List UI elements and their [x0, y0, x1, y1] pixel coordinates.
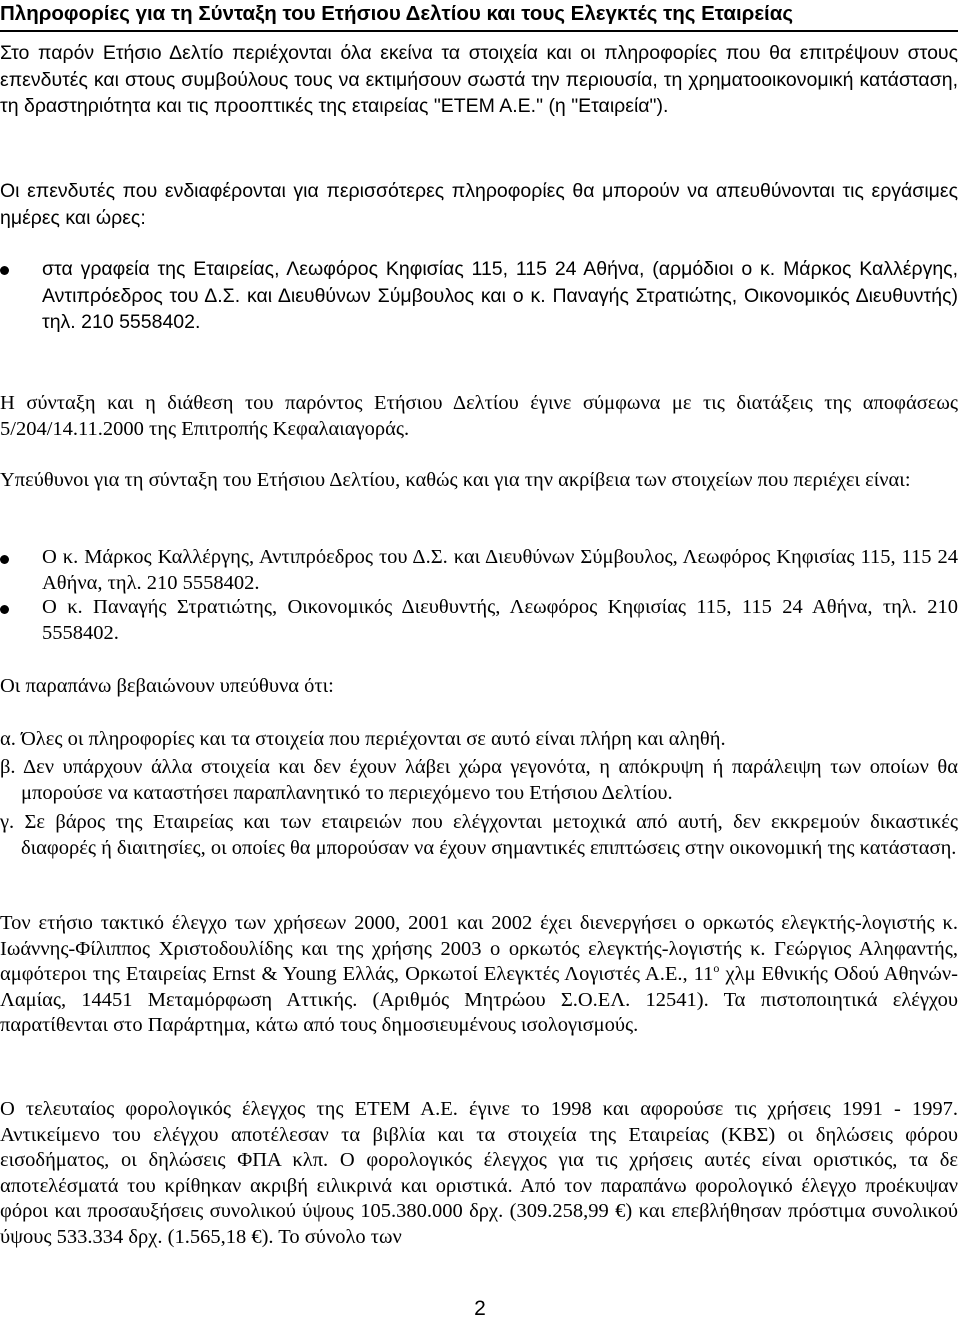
certify-intro: Οι παραπάνω βεβαιώνουν υπεύθυνα ότι: [0, 675, 334, 697]
tax-audit-paragraph: Ο τελευταίος φορολογικός έλεγχος της ΕΤΕΜ Α.Ε. έγινε το 1998 και αφορούσε τις χρήσεις 1991 - 1997. Αντικείμενο του ελέγχου αποτέλεσαν τα βιβλία και τα στοιχεία της Εταιρείας (ΚΒΣ) οι δηλώσεις φόρου εισοδήματος, οι δηλώσεις ΦΠΑ κλπ. Ο φορολογικός έλεγχος για τις χρήσεις αυτές είναι οριστικός, τα δε αποτελέσματά του κρίθηκαν ακριβή ειλικρινά και οριστικά. Από τον παραπάνω φορολογικό έλεγχο προέκυψαν φόροι και προσαυξήσεις συνολικού ύψους 105.380.000 δρχ. (309.258,99 €) και επεβλήθησαν πρόστιμα συνολικού ύψους 533.334 δρχ. (1.565,18 €). Το σύνολο των [0, 1098, 958, 1248]
certification-item: γ. Σε βάρος της Εταιρείας και των εταιρειών που ελέγχονται μετοχικά από αυτή, δεν εκκρεμούν δικαστικές διαφορές ή διαιτησίες, οι οποίες θα μπορούσαν να έχουν σημαντικές επιπτώσεις στην οικονομική της κατάσταση. [0, 811, 958, 859]
investors-paragraph: Οι επενδυτές που ενδιαφέρονται για περισσότερες πληροφορίες θα μπορούν να απευθύνονται τις εργάσιμες ημέρες και ώρες: [0, 180, 958, 229]
audit-text: Τον ετήσιο τακτικό έλεγχο των χρήσεων 2000, 2001 και 2002 έχει διενεργήσει ο ορκωτός ελεγκτής-λογιστής κ. Ιωάννης-Φίλιππος Χριστοδουλίδης και της χρήσης 2003 ο ορκωτός ελεγκτής-λογιστής κ. Γεώργιος Αληφαντής, αμφότεροι της Εταιρείας Ernst & Young Ελλάς, Ορκωτοί Ελεγκτές Λογιστές Α.Ε., 11 [0, 912, 958, 985]
contact-bullet-text: στα γραφεία της Εταιρείας, Λεωφόρος Κηφισίας 115, 115 24 Αθήνα, (αρμόδιοι ο κ. Μάρκος Καλλέργης, Αντιπρόεδρος του Δ.Σ. και Διευθύνων Σύμβουλος και ο κ. Παναγής Στρατιώτης, Οικονομικός Διευθυντής) τηλ. 210 5558402. [42, 258, 958, 333]
responsible-intro: Υπεύθυνοι για τη σύνταξη του Ετήσιου Δελτίου, καθώς και για την ακρίβεια των στοιχείων που περιέχει είναι: [0, 469, 911, 491]
ordinal-superscript: ο [713, 961, 720, 976]
compliance-paragraph: Η σύνταξη και η διάθεση του παρόντος Ετήσιου Δελτίου έγινε σύμφωνα με τις διατάξεις της αποφάσεως 5/204/14.11.2000 της Επιτροπής Κεφαλαιαγοράς. [0, 392, 958, 440]
responsible-item: Ο κ. Μάρκος Καλλέργης, Αντιπρόεδρος του Δ.Σ. και Διευθύνων Σύμβουλος, Λεωφόρος Κηφισίας 115, 115 24 Αθήνα, τηλ. 210 5558402. [42, 546, 958, 594]
responsible-item: Ο κ. Παναγής Στρατιώτης, Οικονομικός Διευθυντής, Λεωφόρος Κηφισίας 115, 115 24 Αθήνα, τηλ. 210 5558402. [42, 596, 958, 644]
bullet-icon [0, 605, 12, 617]
section-heading: Πληροφορίες για τη Σύνταξη του Ετήσιου Δελτίου και τους Ελεγκτές της Εταιρείας [0, 0, 958, 32]
certification-item: β. Δεν υπάρχουν άλλα στοιχεία και δεν έχουν λάβει χώρα γεγονότα, η απόκρυψη ή παράλειψη των οποίων θα μπορούσε να καταστήσει παραπλανητικό το περιεχόμενο του Ετήσιου Δελτίου. [0, 756, 958, 804]
page-number: 2 [474, 1297, 486, 1320]
intro-paragraph: Στο παρόν Ετήσιο Δελτίο περιέχονται όλα εκείνα τα στοιχεία και οι πληροφορίες που θα επιτρέψουν στους επενδυτές και στους συμβούλους τους να εκτιμήσουν σωστά την περιουσία, τη χρηματοοικονομική κατάσταση, τη δραστηριότητα και τις προοπτικές της εταιρείας "ΕΤΕΜ Α.Ε." (η "Εταιρεία"). [0, 42, 958, 117]
audit-text-continued: χλμ Εθνικής Οδού Αθηνών-Λαμίας, 14451 Μεταμόρφωση Αττικής. (Αριθμός Μητρώου Σ.Ο.ΕΛ. 12541). Τα πιστοποιητικά ελέγχου παρατίθενται στο Παράρτημα, κάτω από τους δημοσιευμένους ισολογισμούς. [0, 963, 958, 1036]
certification-item: α. Όλες οι πληροφορίες και τα στοιχεία που περιέχονται σε αυτό είναι πλήρη και αληθή. [0, 728, 726, 750]
audit-paragraph [0, 911, 958, 1039]
bullet-icon [0, 266, 12, 278]
bullet-icon [0, 555, 12, 567]
